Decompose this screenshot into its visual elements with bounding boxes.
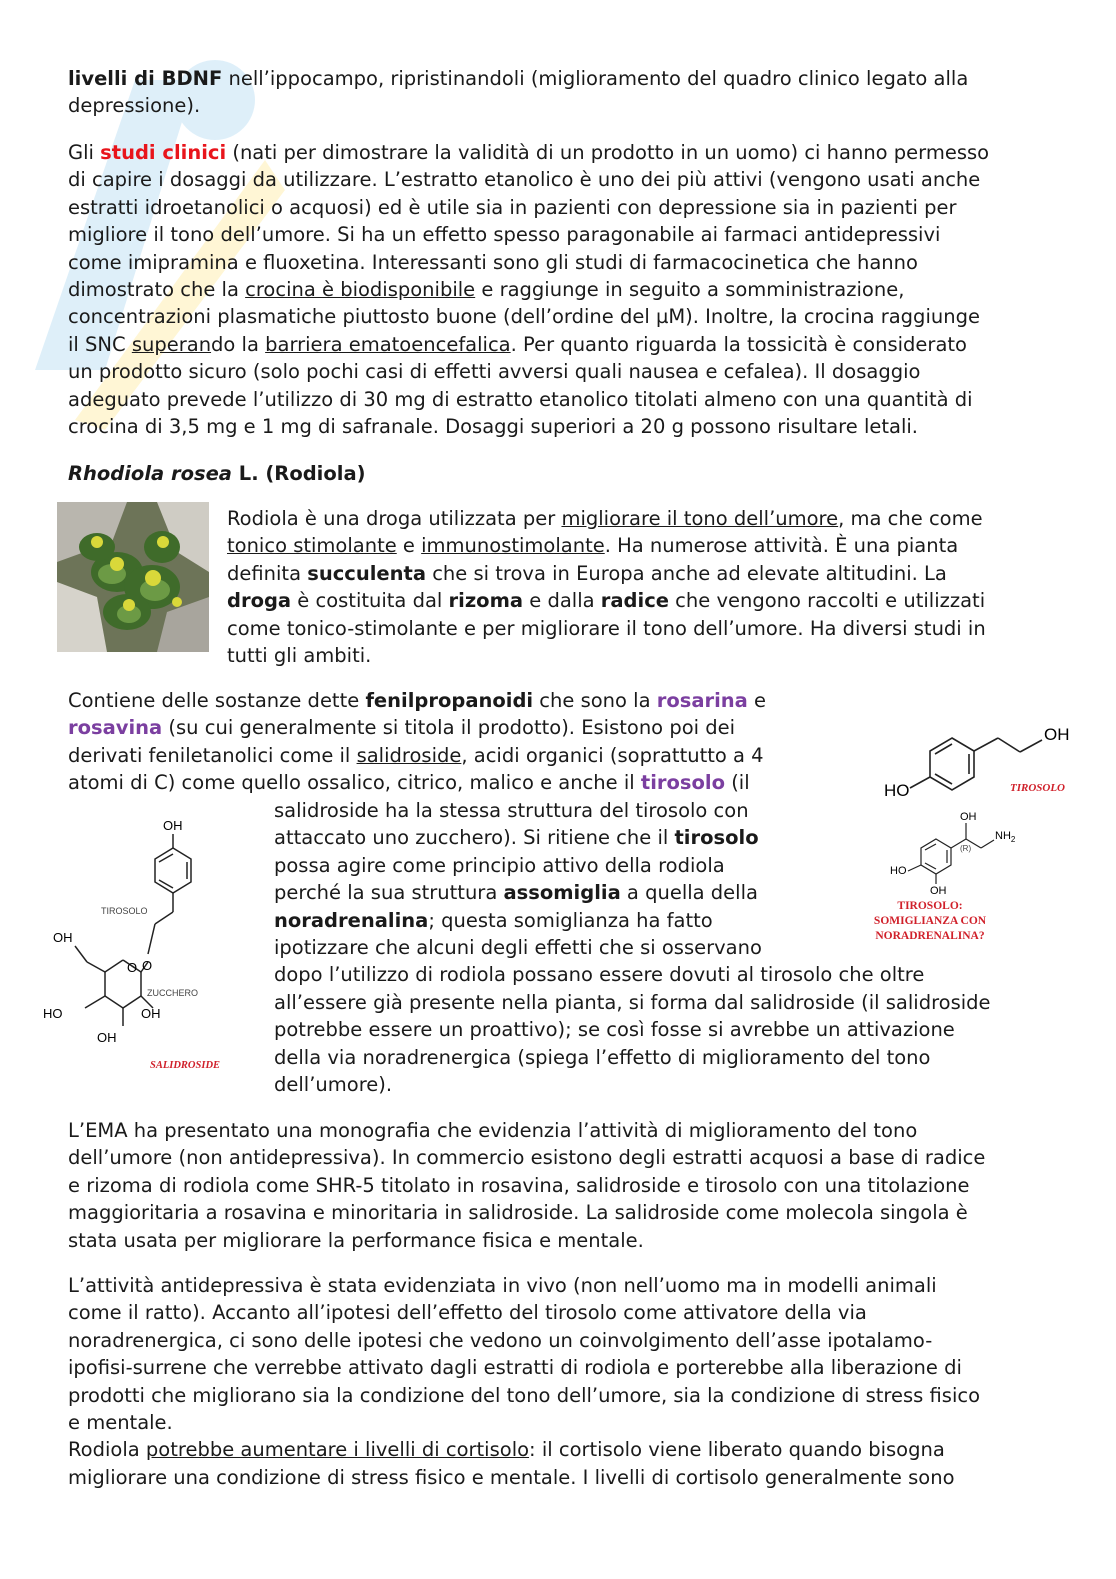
paragraph-rodiola-description: Rodiola è una droga utilizzata per migliorare il tono dell’umore, ma che come tonico stimolante e immunostimolante. Ha numerose attività. È una pianta definita succulenta che si trova in Europa anche ad elevate altitudini. La droga è costituita dal rizoma e dalla radice che vengono raccolti e utilizzati come tonico-stimolante e per migliorare il tono dell’umore. Ha diversi studi in tutti gli ambiti. <box>227 507 986 668</box>
rhodiola-plant-photo <box>57 502 209 652</box>
svg-text:HO: HO <box>43 1006 63 1021</box>
tirosolo-oh: OH <box>1044 725 1070 744</box>
svg-text:OH: OH <box>97 1030 117 1045</box>
svg-text:O: O <box>142 958 153 973</box>
paragraph-clinical-studies: Gli studi clinici (nati per dimostrare la validità di un prodotto in un uomo) ci hanno permesso di capire i dosaggi da utilizzare. L’estratto etanolico è uno dei più attivi (vengono usati anche estratti idroetanolici o acquosi) ed è utile sia in pazienti con depressione sia in pazienti per migliore il tono dell’umore. Si ha un effetto spesso paragonabile ai farmaci antidepressivi come imipramina e fluoxetina. Interessanti sono gli studi di farmacocinetica che hanno dimostrato che la crocina è biodisponibile e raggiunge in seguito a somministrazione, concentrazioni plasmatiche piuttosto buone (dell’ordine del µM). Inoltre, la crocina raggiunge il SNC superando la barriera ematoencefalica. Per quanto riguarda la tossicità è considerato un prodotto sicuro (solo pochi casi di effetti avversi quali nausea e cefalea). Il dosaggio adeguato prevede l’utilizzo di 30 mg di estratto etanolico titolati almeno con una quantità di crocina di 3,5 mg e 1 mg di safranale. Dosaggi superiori a 20 g possono risultare letali. <box>68 141 990 439</box>
svg-text:OH: OH <box>960 811 977 823</box>
highlight-studi-clinici: studi clinici <box>100 141 227 164</box>
paragraph-ema: L’EMA ha presentato una monografia che evidenzia l’attività di miglioramento del tono dell’umore (non antidepressiva). In commercio esistono degli estratti acquosi a base di radice e rizoma di rodiola come SHR-5 titolato in rosavina, salidroside e tirosolo con una titolazione maggioritaria a rosavina e minoritaria in salidroside. La salidroside come molecola singola è stata usata per migliorare la performance fisica e mentale. <box>68 1119 986 1252</box>
section-heading-rodiola: Rhodiola rosea L. (Rodiola) <box>68 462 366 485</box>
svg-text:(R): (R) <box>960 844 972 853</box>
salidroside-oh-top: OH <box>163 818 183 833</box>
paragraph-tirosolo-hypothesis: salidroside ha la stessa struttura del tirosolo con attaccato uno zucchero). Si ritiene che il tirosolo possa agire come principio attivo della rodiola perché la sua struttura assomiglia a quella della noradrenalina; questa somiglianza ha fatto ipotizzare che alcuni degli effetti che si osservano dopo l’utilizzo di rodiola possano essere dovuti al tirosolo che oltre all’essere già presente nella pianta, si forma dal salidroside (il salidroside potrebbe essere un proattivo); se così fosse si avrebbe un attivazione della via noradrenergica (spiega l’effetto di miglioramento del tono dell’umore). <box>274 799 991 1097</box>
svg-text:O: O <box>127 960 138 975</box>
tirosolo-noradrenalina-structures <box>848 708 1103 948</box>
svg-text:OH: OH <box>141 1006 161 1021</box>
svg-text:OH: OH <box>53 930 73 945</box>
svg-text:NORADRENALINA?: NORADRENALINA? <box>875 930 985 942</box>
svg-text:HO: HO <box>884 781 910 800</box>
svg-text:OH: OH <box>930 885 947 897</box>
salidroside-structure <box>35 812 255 1082</box>
svg-text:SOMIGLIANZA CON: SOMIGLIANZA CON <box>873 915 987 927</box>
svg-text:TIROSOLO: TIROSOLO <box>101 906 148 916</box>
paragraph-constituents: Contiene delle sostanze dette fenilpropanoidi che sono la rosarina e rosavina (su cui generalmente si titola il prodotto). Esistono poi dei derivati feniletanolici come il salidroside, acidi organici (soprattutto a 4 atomi di C) come quello ossalico, citrico, malico e anche il tirosolo (il <box>68 689 767 795</box>
svg-text:TIROSOLO:: TIROSOLO: <box>897 900 963 912</box>
svg-text:HO: HO <box>890 865 907 877</box>
svg-text:NH2: $NH_2$ <box>995 830 1016 844</box>
noradrenalina-caption <box>874 900 987 942</box>
tirosolo-caption: TIROSOLO <box>1010 782 1066 794</box>
svg-text:ZUCCHERO: ZUCCHERO <box>147 988 198 998</box>
salidroside-caption: SALIDROSIDE <box>150 1060 221 1071</box>
paragraph-bdnf: livelli di BDNF nell’ippocampo, ripristinandoli (miglioramento del quadro clinico legato alla depressione). <box>68 67 969 118</box>
paragraph-antidepressant-activity: L’attività antidepressiva è stata evidenziata in vivo (non nell’uomo ma in modelli animali come il ratto). Accanto all’ipotesi dell’effetto del tirosolo come attivatore della via noradrenergica, ci sono delle ipotesi che vedono un coinvolgimento dell’asse ipotalamo- ipofisi-surrene che verrebbe attivato dagli estratti di rodiola e porterebbe alla liberazione di prodotti che migliorano sia la condizione del tono dell’umore, sia la condizione di stress fisico e mentale. Rodiola potrebbe aumentare i livelli di cortisolo: il cortisolo viene liberato quando bisogna migliorare una condizione di stress fisico e mentale. I livelli di cortisolo generalmente sono <box>68 1274 981 1489</box>
